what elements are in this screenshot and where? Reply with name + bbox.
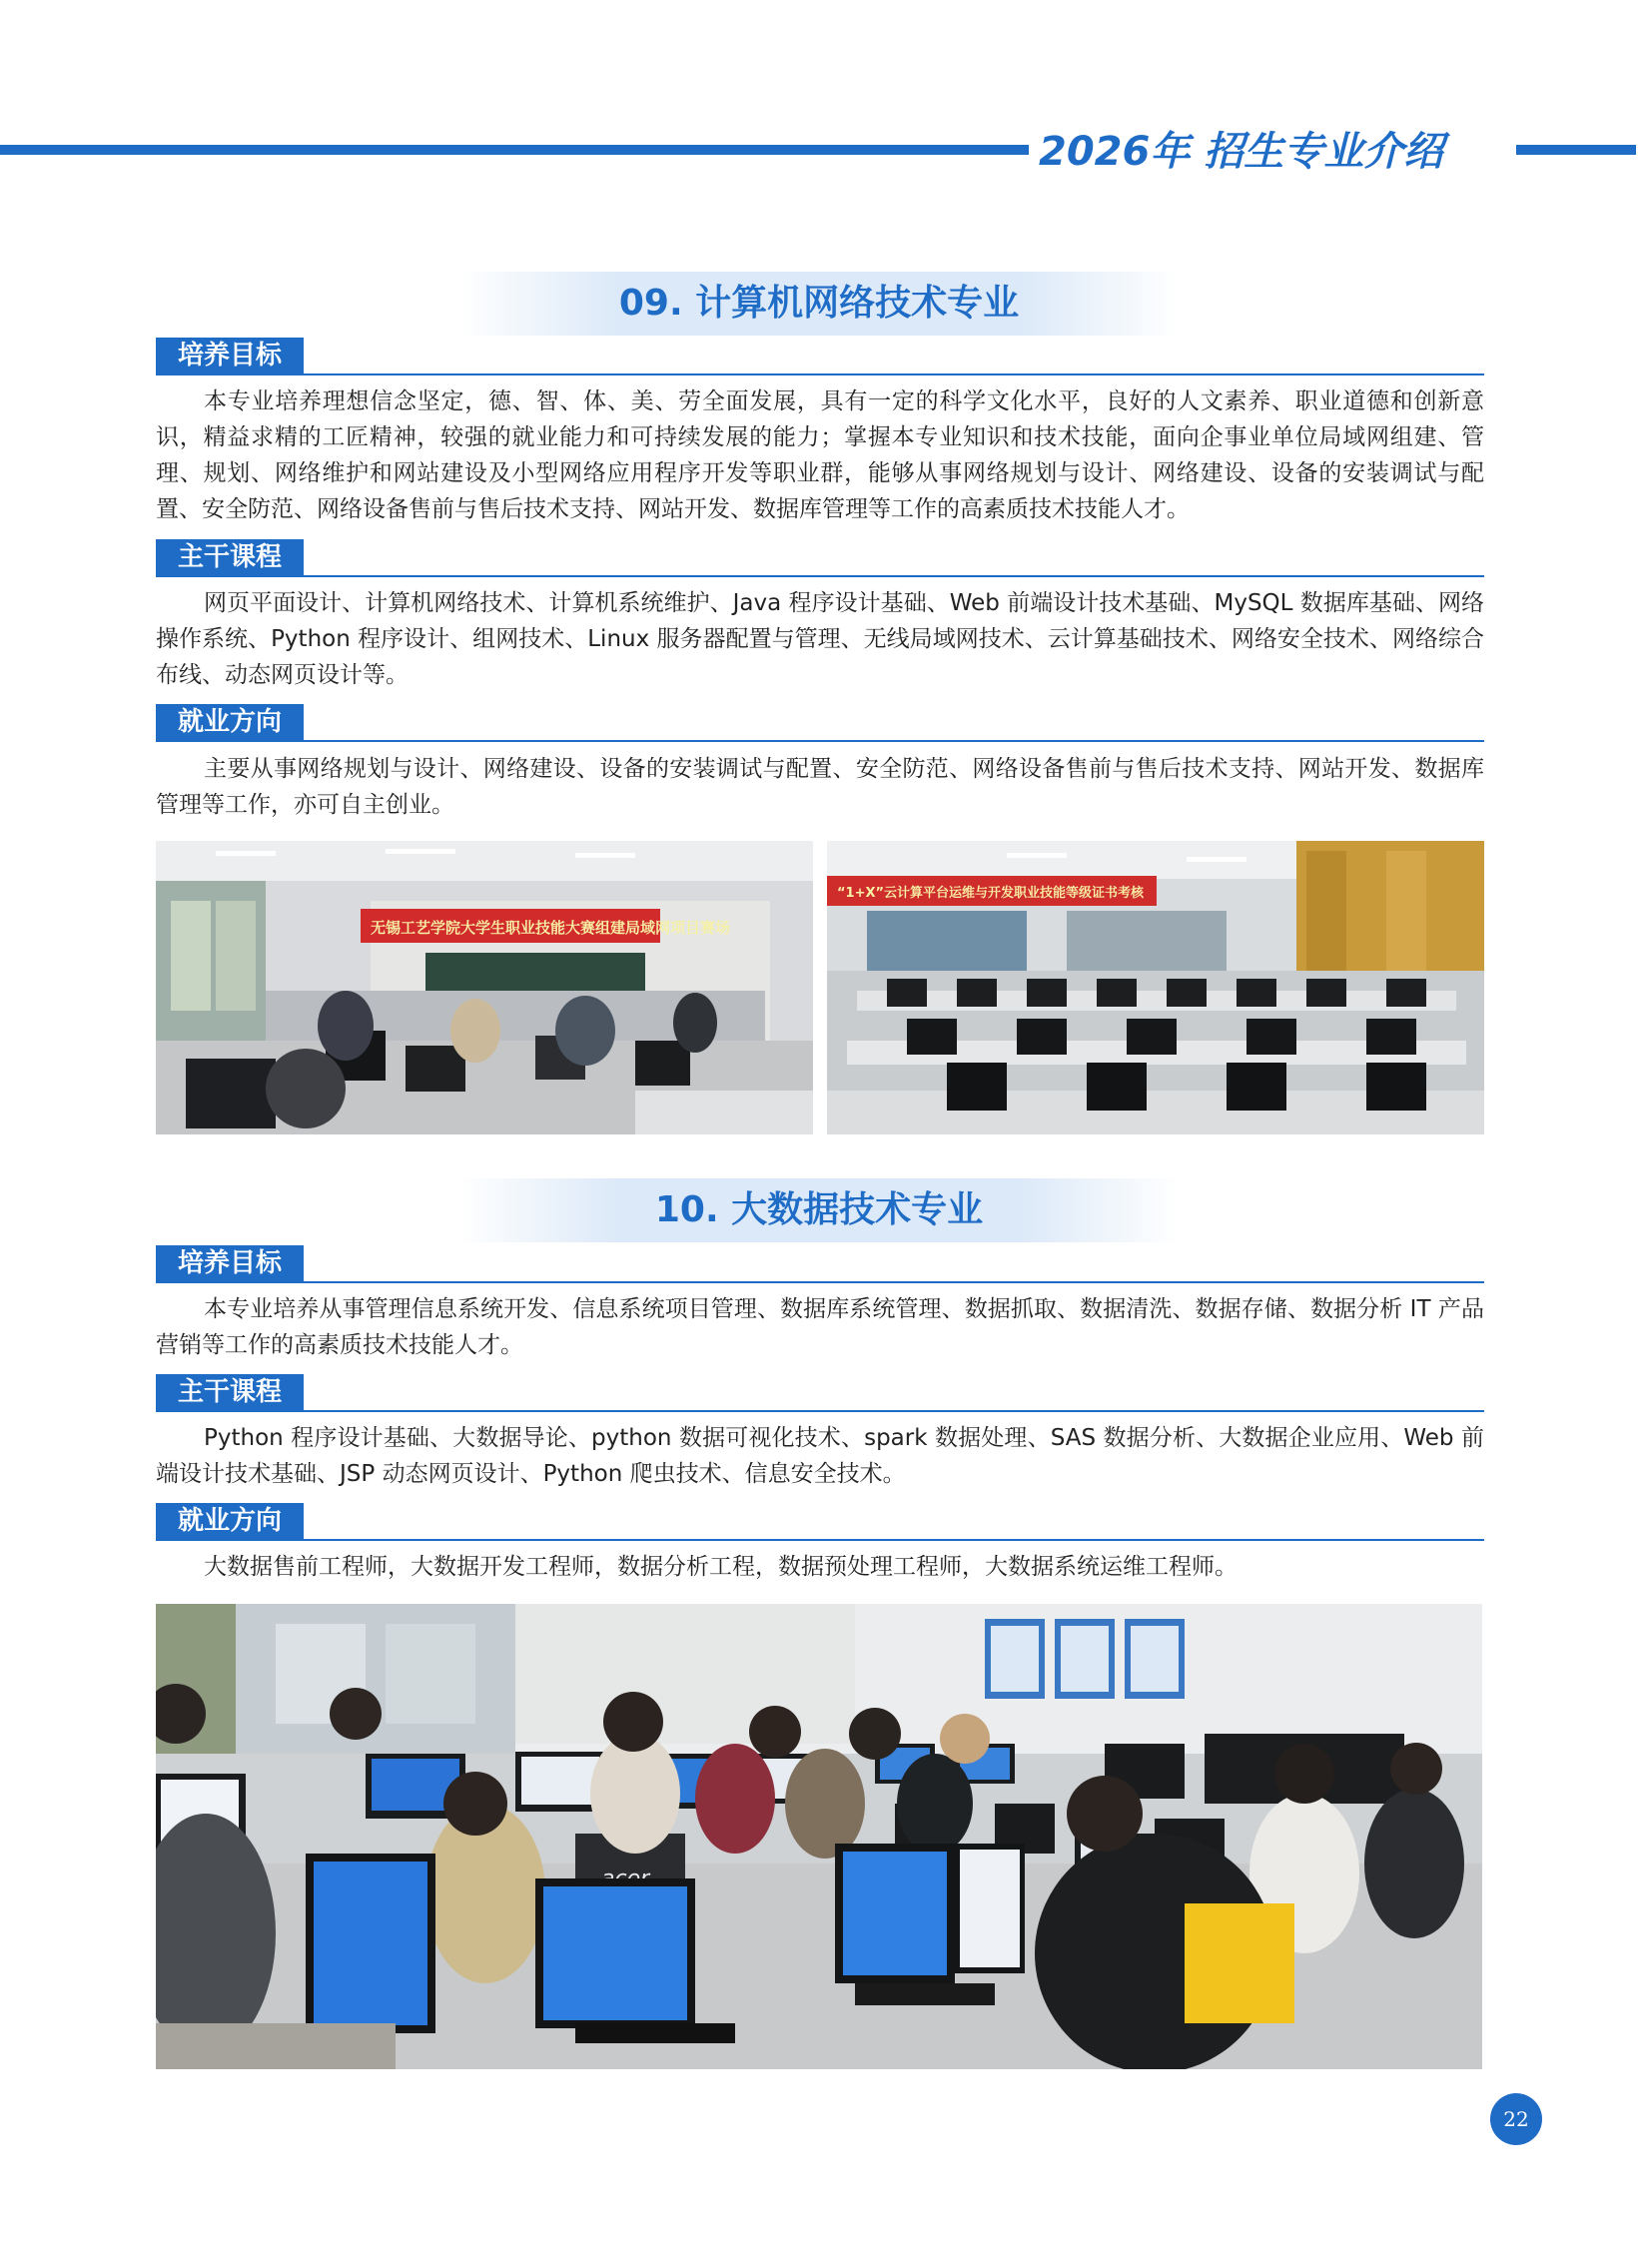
section-title-bigdata: 10. 大数据技术专业 — [459, 1178, 1179, 1242]
courses-paragraph: Python 程序设计基础、大数据导论、python 数据可视化技术、spark 数据处理、SAS 数据分析、大数据企业应用、Web 前端设计技术基础、JSP 动态网页设计、Python 爬虫技术、信息安全技术。 — [156, 1425, 1484, 1487]
subheading-goal — [156, 338, 1484, 375]
jobs-paragraph: 主要从事网络规划与设计、网络建设、设备的安装调试与配置、安全防范、网络设备售前与售后技术支持、网站开发、数据库管理等工作，亦可自主创业。 — [156, 756, 1484, 818]
subheading-goal — [156, 1245, 1484, 1283]
page-header-title: 2026年 招生专业介绍 — [1039, 129, 1444, 175]
header-rule-right — [1516, 145, 1636, 155]
subheading-courses — [156, 1374, 1484, 1412]
section-title-network: 09. 计算机网络技术专业 — [459, 272, 1179, 336]
goal-paragraph: 本专业培养从事管理信息系统开发、信息系统项目管理、数据库系统管理、数据抓取、数据清洗、数据存储、数据分析 IT 产品营销等工作的高素质技术技能人才。 — [156, 1296, 1484, 1358]
subheading-label: 培养目标 — [156, 1245, 304, 1281]
subheading-jobs — [156, 1503, 1484, 1541]
subheading-label: 就业方向 — [156, 1503, 304, 1539]
photo-banner-text: 无锡工艺学院大学生职业技能大赛组建局域网项目赛场 — [371, 919, 731, 937]
photo-bigdata-lab — [156, 1604, 1482, 2069]
header-rule-left — [0, 145, 1029, 155]
courses-paragraph: 网页平面设计、计算机网络技术、计算机系统维护、Java 程序设计基础、Web 前端设计技术基础、MySQL 数据库基础、网络操作系统、Python 程序设计、组网技术、Linux 服务器配置与管理、无线局域网技术、云计算基础技术、网络安全技术、网络综合布线、动态网页设计等。 — [156, 590, 1484, 688]
subheading-courses — [156, 539, 1484, 577]
goal-paragraph: 本专业培养理想信念坚定，德、智、体、美、劳全面发展，具有一定的科学文化水平，良好的人文素养、职业道德和创新意识，精益求精的工匠精神，较强的就业能力和可持续发展的能力；掌握本专业知识和技术技能，面向企事业单位局域网组建、管理、规划、网络维护和网站建设及小型网络应用程序开发等职业群，能够从事网络规划与设计、网络建设、设备的安装调试与配置、安全防范、网络设备售前与售后技术支持、网站开发、数据库管理等工作的高素质技术技能人才。 — [156, 388, 1484, 522]
subheading-jobs — [156, 704, 1484, 742]
subheading-label: 就业方向 — [156, 704, 304, 740]
photo-banner-text: “1+X”云计算平台运维与开发职业技能等级证书考核 — [837, 886, 1145, 901]
page-number: 22 — [1490, 2093, 1542, 2145]
photo-network-competition — [156, 841, 813, 1134]
subheading-label: 主干课程 — [156, 539, 304, 575]
subheading-label: 培养目标 — [156, 338, 304, 374]
photo-network-lab — [827, 841, 1484, 1134]
subheading-label: 主干课程 — [156, 1374, 304, 1410]
jobs-paragraph: 大数据售前工程师，大数据开发工程师，数据分析工程，数据预处理工程师，大数据系统运维工程师。 — [204, 1554, 1238, 1580]
